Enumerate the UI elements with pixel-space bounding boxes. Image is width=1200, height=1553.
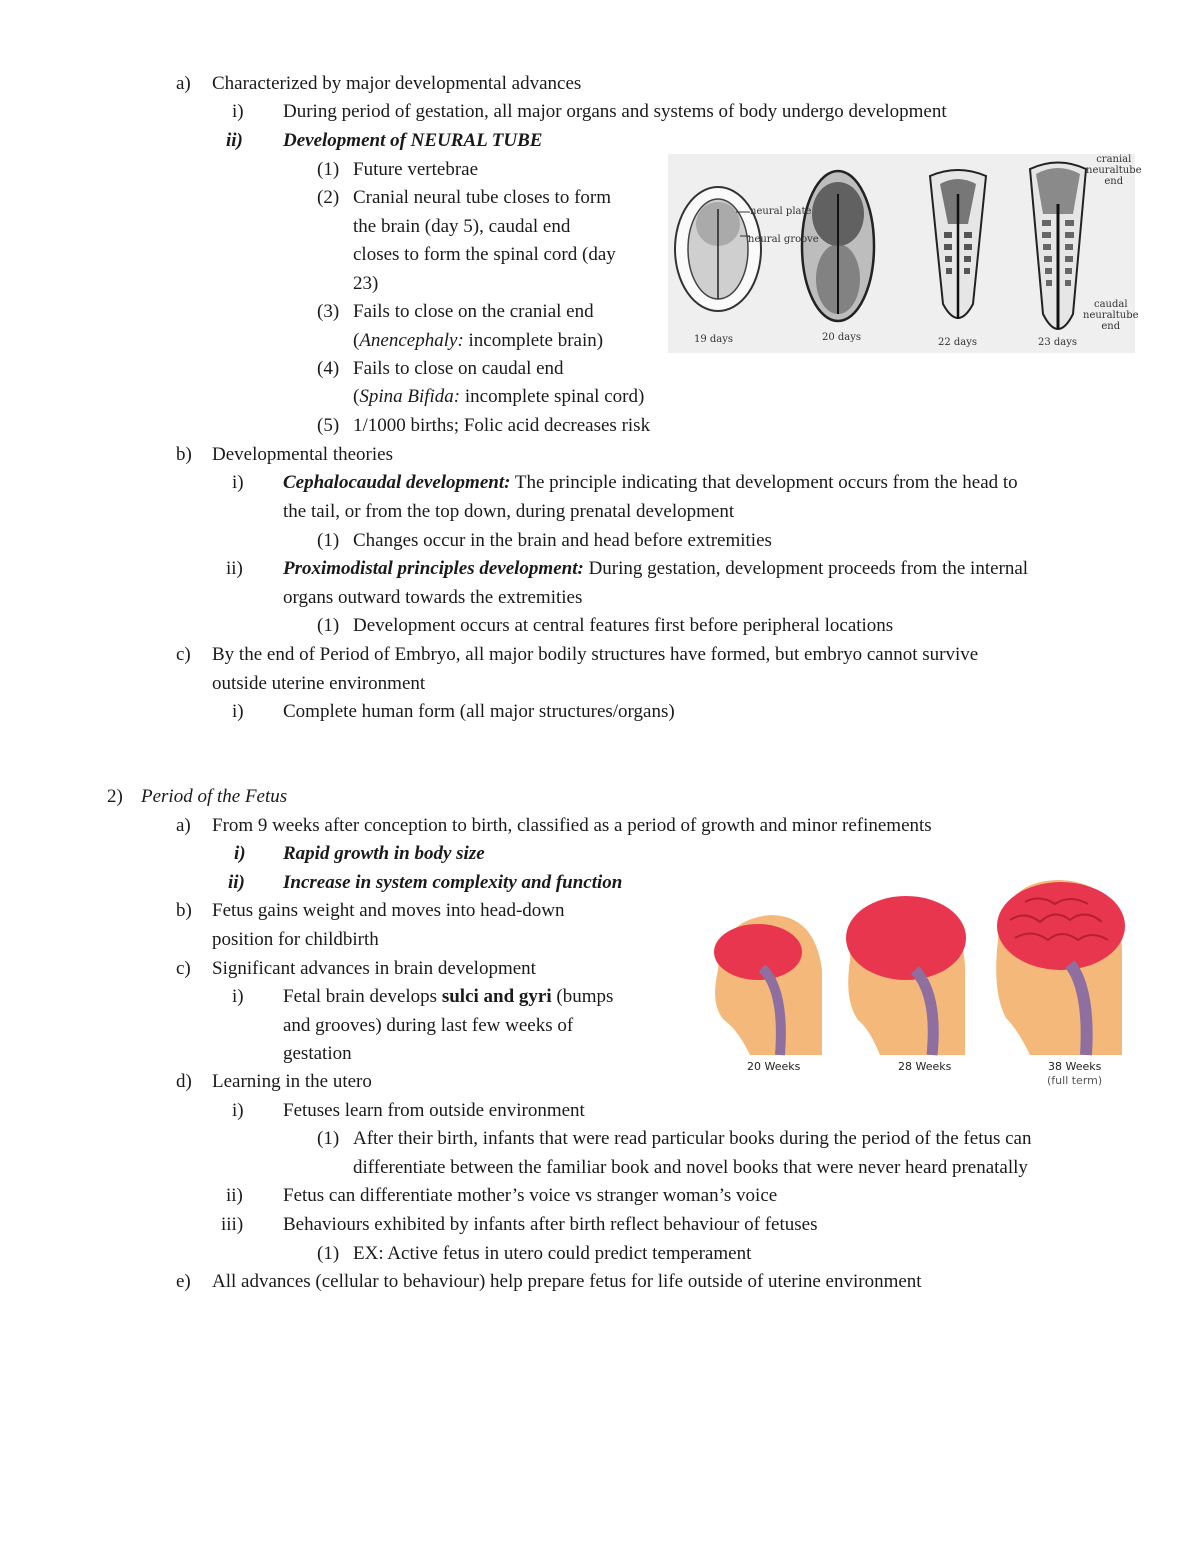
term-cephalocaudal: Cephalocaudal development:: [283, 472, 511, 493]
item-text: Cephalocaudal development: The principle indicating that development occurs from the head to: [283, 472, 1018, 493]
item-text: Characterized by major developmental advances: [212, 73, 582, 94]
item-marker: e): [176, 1271, 191, 1292]
item-text: organs outward towards the extremities: [283, 587, 583, 608]
item-marker: i): [234, 843, 246, 864]
item-marker: (1): [317, 159, 340, 180]
term-proximodistal: Proximodistal principles development:: [283, 558, 584, 579]
caption-38-weeks: 38 Weeks: [1048, 1060, 1102, 1073]
item-text: Fetal brain develops sulci and gyri (bumps: [283, 986, 614, 1007]
item-marker: ii): [228, 872, 245, 893]
item-text: position for childbirth: [212, 929, 379, 950]
item-text: Proximodistal principles development: During gestation, development proceeds from the internal: [283, 558, 1029, 579]
item-marker: c): [176, 644, 191, 665]
item-text: 1/1000 births; Folic acid decreases risk: [353, 415, 651, 436]
label-cranial-end: cranial neuraltube end: [1086, 154, 1142, 187]
caption-full-term: (full term): [1047, 1074, 1103, 1087]
caption-22-days: 22 days: [938, 337, 978, 348]
item-text: EX: Active fetus in utero could predict temperament: [353, 1243, 752, 1264]
item-marker: a): [176, 815, 191, 836]
item-text: Fails to close on the cranial end: [353, 301, 594, 322]
item-text: outside uterine environment: [212, 673, 426, 694]
item-marker: c): [176, 958, 191, 979]
item-text: Complete human form (all major structures/organs): [283, 701, 675, 722]
item-text: Cranial neural tube closes to form: [353, 187, 612, 208]
term-sulci-gyri: sulci and gyri: [441, 986, 552, 1007]
caption-28-weeks: 28 Weeks: [898, 1060, 952, 1073]
item-marker: d): [176, 1071, 192, 1092]
section-title: Period of the Fetus: [141, 786, 288, 807]
item-marker: ii): [226, 1185, 243, 1206]
item-text: By the end of Period of Embryo, all major bodily structures have formed, but embryo cannot survive: [212, 644, 979, 665]
fetal-brain-figure: [710, 880, 1130, 1090]
item-text: Development occurs at central features first before peripheral locations: [353, 615, 894, 636]
item-marker: i): [232, 472, 244, 493]
fetal-brain-illustration: [710, 880, 1130, 1090]
item-text: differentiate between the familiar book and novel books that were never heard prenatally: [353, 1157, 1028, 1178]
item-marker: (3): [317, 301, 340, 322]
item-text: closes to form the spinal cord (day: [353, 244, 616, 265]
item-text: Changes occur in the brain and head before extremities: [353, 530, 772, 551]
term-spina-bifida: Spina Bifida:: [359, 386, 461, 407]
item-text: Future vertebrae: [353, 159, 479, 180]
item-text: and grooves) during last few weeks of: [283, 1015, 574, 1036]
item-text: Learning in the utero: [212, 1071, 372, 1092]
item-text: All advances (cellular to behaviour) help prepare fetus for life outside of uterine environment: [212, 1271, 922, 1292]
section-marker: 2): [107, 786, 123, 807]
item-text: Developmental theories: [212, 444, 393, 465]
caption-20-days: 20 days: [822, 332, 862, 343]
item-marker: iii): [221, 1214, 244, 1235]
item-marker: (1): [317, 1243, 340, 1264]
item-marker: i): [232, 701, 244, 722]
caption-23-days: 23 days: [1038, 337, 1078, 348]
item-text: the tail, or from the top down, during prenatal development: [283, 501, 735, 522]
item-marker: i): [232, 101, 244, 122]
neural-tube-figure: [668, 154, 1142, 353]
label-caudal-end: caudal neuraltube end: [1083, 299, 1139, 332]
item-marker: (2): [317, 187, 340, 208]
item-marker: ii): [226, 130, 243, 151]
item-marker: b): [176, 900, 192, 921]
neural-tube-illustration: [668, 154, 1135, 353]
item-text: Increase in system complexity and function: [283, 872, 623, 893]
item-text: After their birth, infants that were read particular books during the period of the fetus can: [353, 1128, 1032, 1149]
item-text: (Anencephaly: incomplete brain): [353, 330, 604, 351]
label-neural-groove: neural groove: [748, 234, 819, 245]
caption-19-days: 19 days: [694, 334, 734, 345]
item-text: From 9 weeks after conception to birth, classified as a period of growth and minor refinements: [212, 815, 932, 836]
term-anencephaly: Anencephaly:: [359, 330, 464, 351]
item-text: Fetuses learn from outside environment: [283, 1100, 585, 1121]
item-text: gestation: [283, 1043, 352, 1064]
item-text: 23): [353, 273, 379, 294]
item-text: Fetus can differentiate mother’s voice vs stranger woman’s voice: [283, 1185, 778, 1206]
item-text: Significant advances in brain development: [212, 958, 536, 979]
item-marker: (1): [317, 1128, 340, 1149]
item-text: Fails to close on caudal end: [353, 358, 564, 379]
item-marker: (5): [317, 415, 340, 436]
item-marker: (1): [317, 615, 340, 636]
item-marker: b): [176, 444, 192, 465]
item-text: During period of gestation, all major organs and systems of body undergo development: [283, 101, 947, 122]
item-text: (Spina Bifida: incomplete spinal cord): [353, 386, 645, 407]
item-marker: i): [232, 1100, 244, 1121]
item-marker: ii): [226, 558, 243, 579]
item-text: Fetus gains weight and moves into head-down: [212, 900, 565, 921]
item-marker: (1): [317, 530, 340, 551]
label-neural-plate: neural plate: [750, 206, 812, 217]
item-marker: (4): [317, 358, 340, 379]
item-marker: a): [176, 73, 191, 94]
item-text: the brain (day 5), caudal end: [353, 216, 571, 237]
caption-20-weeks: 20 Weeks: [747, 1060, 801, 1073]
item-marker: i): [232, 986, 244, 1007]
item-text: Rapid growth in body size: [283, 843, 485, 864]
item-text: Behaviours exhibited by infants after birth reflect behaviour of fetuses: [283, 1214, 818, 1235]
neural-tube-heading: Development of NEURAL TUBE: [283, 130, 543, 151]
